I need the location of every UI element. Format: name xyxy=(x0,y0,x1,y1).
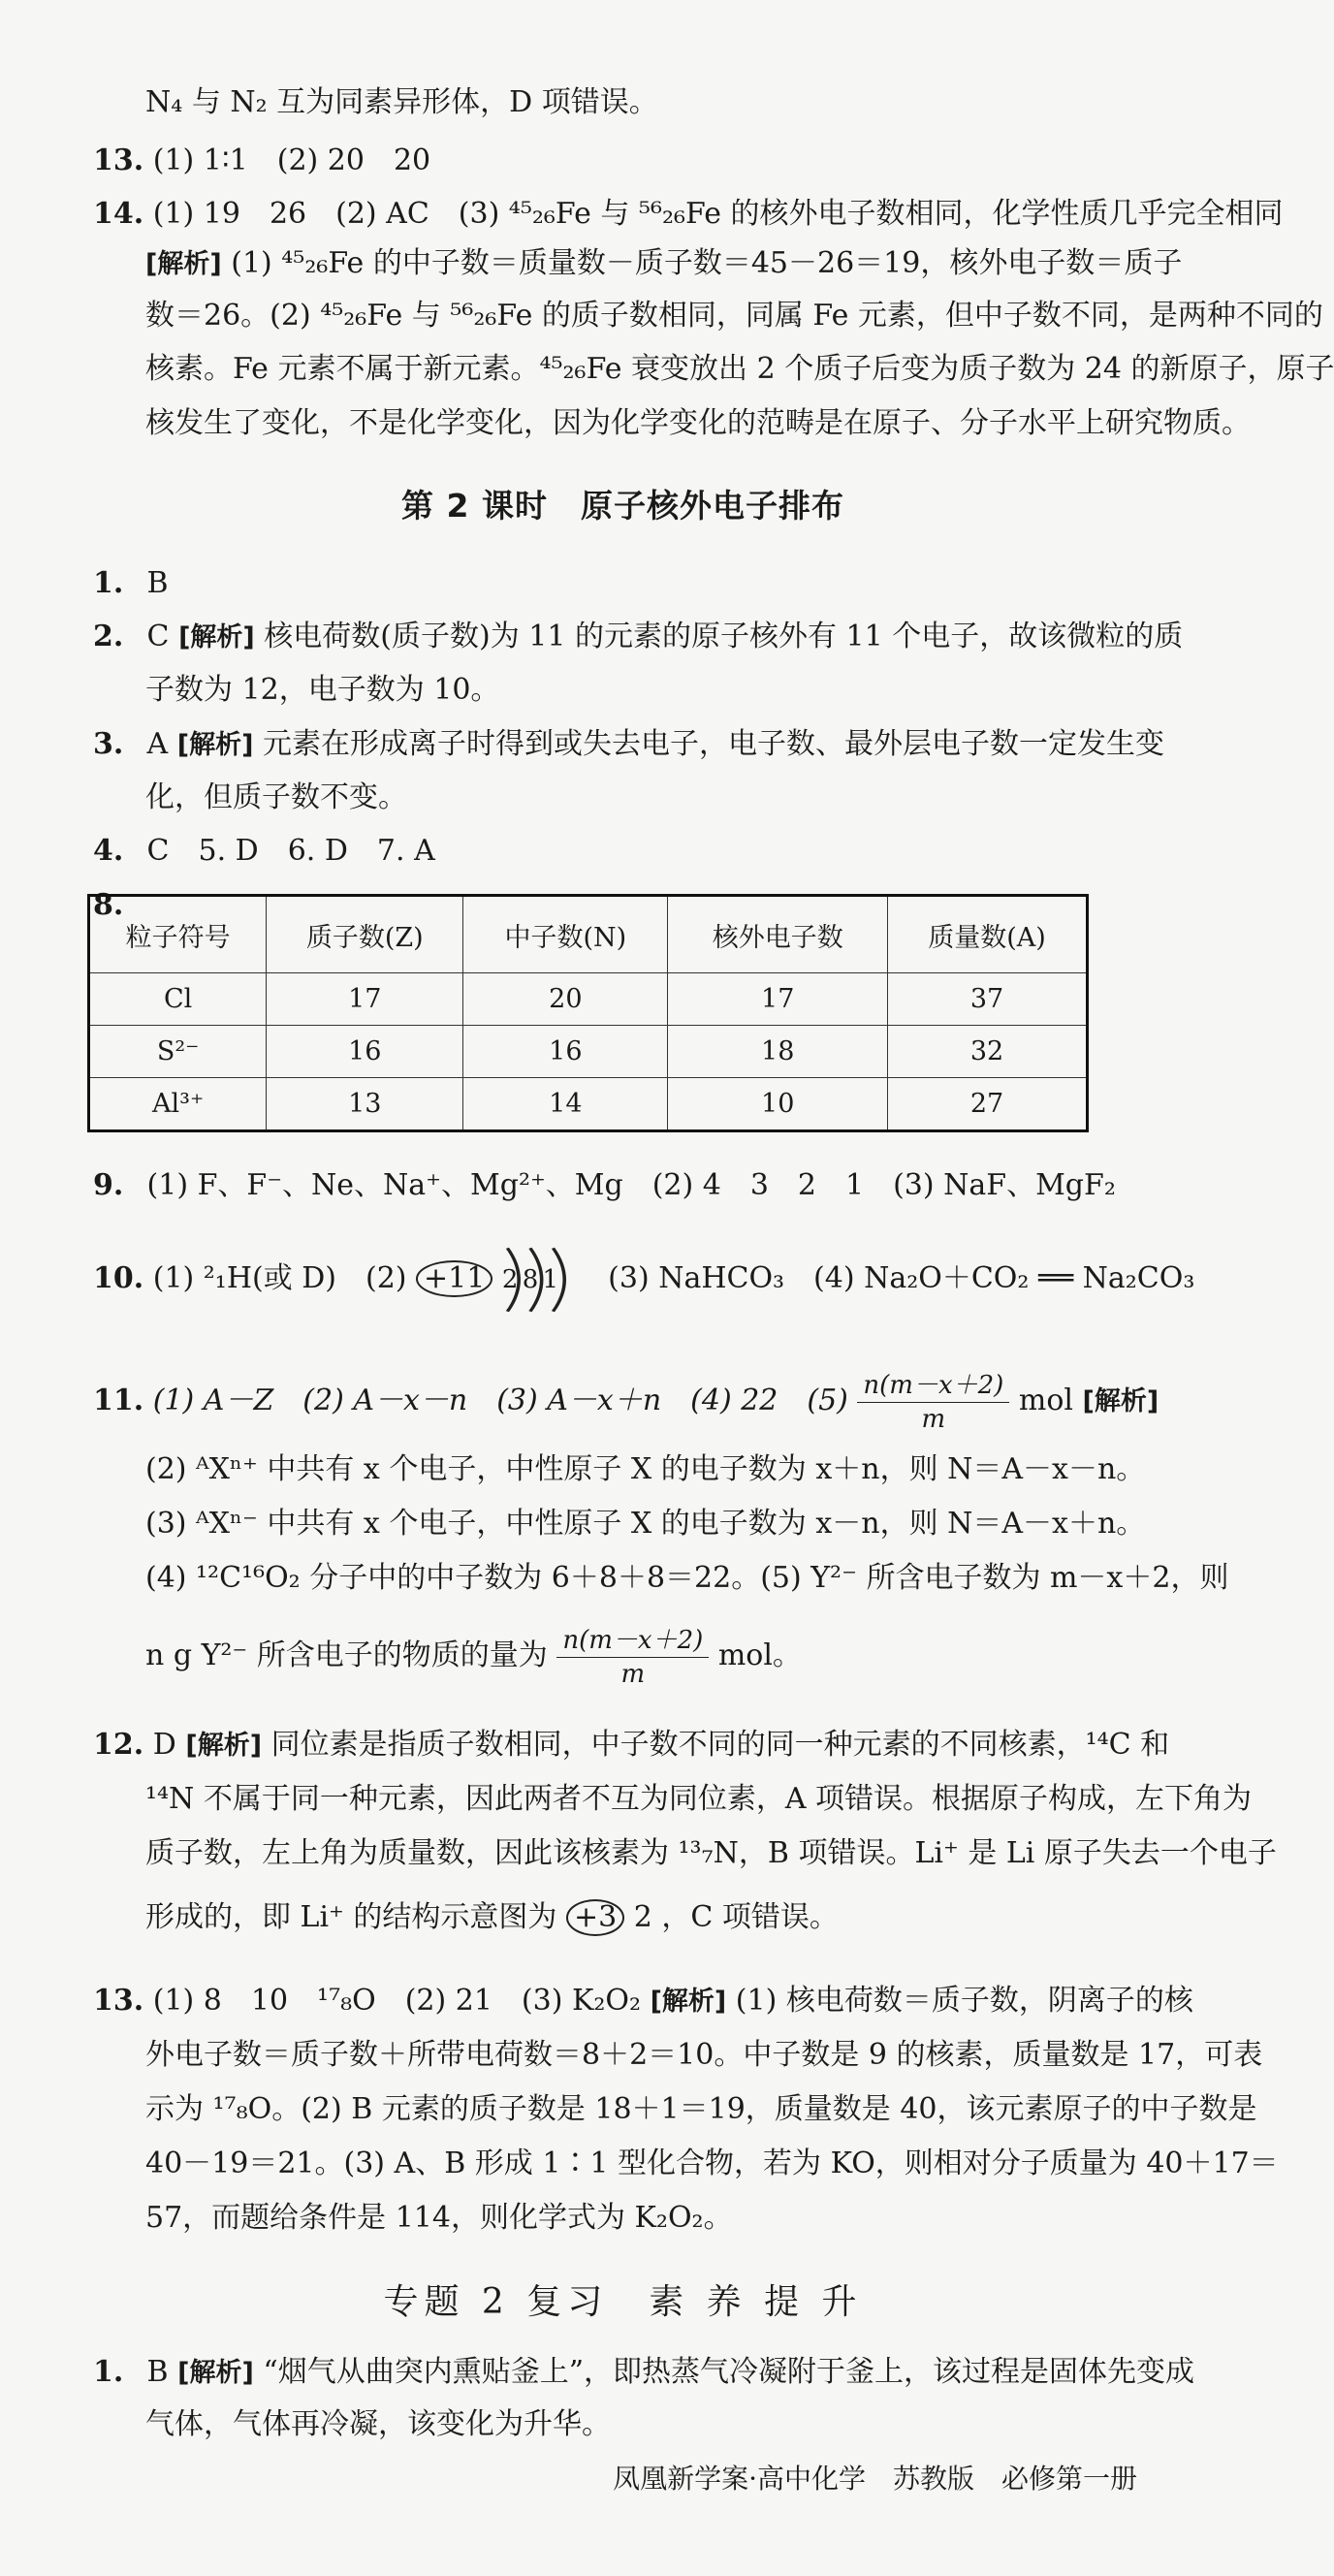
analysis-text: (1) ⁴⁵₂₆Fe 的中子数＝质量数－质子数＝45－26＝19，核外电子数＝质子 xyxy=(231,246,1183,280)
table-cell: 10 xyxy=(668,1078,888,1131)
answer-13 xyxy=(93,1982,1193,2021)
answer-text: (1) 8 10 ¹⁷₈O (2) 21 (3) K₂O₂ xyxy=(152,1984,642,2018)
question-number: 12. xyxy=(93,1728,144,1762)
answer-text: A xyxy=(146,727,169,761)
text-line xyxy=(145,1621,1140,1691)
table-cell: 20 xyxy=(463,973,668,1026)
question-number: 1. xyxy=(93,566,124,600)
question-number: 9. xyxy=(93,1168,124,1202)
answer-text: (3) NaHCO₃ (4) Na₂O＋CO₂ ══ Na₂CO₃ xyxy=(608,1261,1195,1295)
answer-11 xyxy=(93,1367,1159,1435)
answer-text: (1) ²₁H(或 D) (2) xyxy=(152,1261,407,1295)
table-header: 核外电子数 xyxy=(668,896,888,973)
analysis-tag: [解析] xyxy=(177,2358,254,2388)
text-line: 核发生了变化，不是化学变化，因为化学变化的范畴是在原子、分子水平上研究物质。 xyxy=(145,406,1251,440)
analysis-text: 形成的，即 Li⁺ 的结构示意图为 xyxy=(145,1900,557,1934)
atom-nucleus-icon: +11 xyxy=(416,1260,492,1297)
answer-text: (1) F、F⁻、Ne、Na⁺、Mg²⁺、Mg (2) 4 3 2 1 (3) NaF、MgF₂ xyxy=(146,1168,1116,1202)
text-line: 气体，气体再冷凝，该变化为升华。 xyxy=(145,2407,611,2441)
table-cell: Al³⁺ xyxy=(89,1078,267,1131)
question-number: 13. xyxy=(93,1984,144,2018)
fraction-denominator: m xyxy=(921,1404,946,1434)
table-row xyxy=(89,1026,1088,1078)
answer-4-7 xyxy=(93,832,1140,871)
text-line: ¹⁴N 不属于同一种元素，因此两者不互为同位素，A 项错误。根据原子构成，左下角为 xyxy=(145,1782,1253,1816)
table-cell: 17 xyxy=(267,973,463,1026)
fraction xyxy=(857,1369,1009,1436)
table-cell: 16 xyxy=(463,1026,668,1078)
question-number: 11. xyxy=(93,1383,144,1417)
analysis-text: n g Y²⁻ 所含电子的物质的量为 xyxy=(145,1638,548,1672)
text-line: 核素。Fe 元素不属于新元素。⁴⁵₂₆Fe 衰变放出 2 个质子后变为质子数为 24 的新原子，原子 xyxy=(145,352,1334,386)
page-footer: 凤凰新学案·高中化学 苏教版 必修第一册 xyxy=(613,2463,1137,2495)
answer-text: (1) A－Z (2) A－x－n (3) A－x＋n (4) 22 (5) xyxy=(152,1383,848,1417)
answer-text: C 5. D 6. D 7. A xyxy=(146,834,435,868)
question-number: 2. xyxy=(93,620,124,653)
table-header: 粒子符号 xyxy=(89,896,267,973)
answer-9 xyxy=(93,1166,1140,1205)
answer-text: (1) 1∶1 (2) 20 20 xyxy=(152,143,431,177)
text-line: 数＝26。(2) ⁴⁵₂₆Fe 与 ⁵⁶₂₆Fe 的质子数相同，同属 Fe 元素，但中子数不同，是两种不同的 xyxy=(145,299,1323,333)
answer-text: D xyxy=(152,1728,176,1762)
analysis-text: 同位素是指质子数相同，中子数不同的同一种元素的不同核素，¹⁴C 和 xyxy=(270,1728,1170,1762)
text-line: 子数为 12，电子数为 10。 xyxy=(145,673,500,707)
analysis-text: “烟气从曲突内熏贴釜上”，即热蒸气冷凝附于釜上，该过程是固体先变成 xyxy=(263,2355,1195,2389)
table-header: 质子数(Z) xyxy=(267,896,463,973)
analysis-text: (1) 核电荷数＝质子数，阴离子的核 xyxy=(735,1984,1193,2018)
analysis-tag: [解析] xyxy=(178,622,255,652)
unit: mol。 xyxy=(717,1638,802,1672)
analysis-tag: [解析] xyxy=(1082,1386,1159,1416)
atom-nucleus-icon: +3 xyxy=(566,1899,624,1936)
table-cell: 13 xyxy=(267,1078,463,1131)
answer-1 xyxy=(93,2353,1195,2393)
table-header: 质量数(A) xyxy=(888,896,1088,973)
question-number: 3. xyxy=(93,727,124,761)
answer-2 xyxy=(93,618,1184,657)
answer-12 xyxy=(93,1726,1170,1765)
fraction xyxy=(556,1624,709,1691)
analysis-tag: [解析] xyxy=(185,1731,263,1761)
electron-shells: 2 xyxy=(633,1900,652,1934)
table-cell: 14 xyxy=(463,1078,668,1131)
text-line: (3) ᴬXⁿ⁻ 中共有 x 个电子，中性原子 X 的电子数为 x－n，则 N＝A－x＋n。 xyxy=(145,1507,1146,1541)
table-row xyxy=(89,973,1088,1026)
unit: mol xyxy=(1018,1383,1073,1417)
analysis-text: 元素在形成离子时得到或失去电子，电子数、最外层电子数一定发生变 xyxy=(263,727,1164,761)
analysis-tag: [解析] xyxy=(650,1987,727,2017)
answer-text: B xyxy=(146,2355,169,2389)
table-cell: 32 xyxy=(888,1026,1088,1078)
text-line: N₄ 与 N₂ 互为同素异形体，D 项错误。 xyxy=(145,85,658,119)
question-number: 14. xyxy=(93,197,144,231)
table-cell: 37 xyxy=(888,973,1088,1026)
analysis-tag: [解析] xyxy=(145,249,222,279)
table-cell: 18 xyxy=(668,1026,888,1078)
analysis-tag: [解析] xyxy=(176,730,254,760)
text-line: 40－19＝21。(3) A、B 形成 1∶1 型化合物，若为 KO，则相对分子质量为 40＋17＝ xyxy=(145,2147,1279,2180)
question-number: 4. xyxy=(93,834,124,868)
text-line: 57，而题给条件是 114，则化学式为 K₂O₂。 xyxy=(145,2201,733,2235)
answer-text: (1) 19 26 (2) AC (3) ⁴⁵₂₆Fe 与 ⁵⁶₂₆Fe 的核外电子数相同，化学性质几乎完全相同 xyxy=(152,197,1284,231)
section-heading: 专题 2 复习 素 养 提 升 xyxy=(383,2282,863,2322)
question-number: 13. xyxy=(93,143,144,177)
text-line: 质子数，左上角为质量数，因此该核素为 ¹³₇N，B 项错误。Li⁺ 是 Li 原子失去一个电子 xyxy=(145,1836,1277,1870)
electron-shells: 2 8 1 xyxy=(501,1265,557,1294)
answer-3 xyxy=(93,725,1164,765)
answer-1 xyxy=(93,564,1140,603)
table-cell: 27 xyxy=(888,1078,1088,1131)
text-line: 示为 ¹⁷₈O。(2) B 元素的质子数是 18＋1＝19，质量数是 40，该元素原子的中子数是 xyxy=(145,2092,1257,2126)
answer-14 xyxy=(93,195,1284,234)
question-number: 8. xyxy=(93,888,124,922)
answer-text: B xyxy=(146,566,169,600)
text-line: (2) ᴬXⁿ⁺ 中共有 x 个电子，中性原子 X 的电子数为 x＋n，则 N＝A－x－n。 xyxy=(145,1452,1146,1486)
table-header-row xyxy=(89,896,1088,973)
particle-table xyxy=(87,894,1089,1132)
text-line: 外电子数＝质子数＋所带电荷数＝8＋2＝10。中子数是 9 的核素，质量数是 17，可表 xyxy=(145,2038,1263,2072)
fraction-numerator: n(m－x＋2) xyxy=(857,1369,1009,1403)
table-cell: 17 xyxy=(668,973,888,1026)
fraction-numerator: n(m－x＋2) xyxy=(556,1624,709,1658)
question-number: 1. xyxy=(93,2355,124,2389)
analysis-text: 核电荷数(质子数)为 11 的元素的原子核外有 11 个电子，故该微粒的质 xyxy=(264,620,1184,653)
table-cell: 16 xyxy=(267,1026,463,1078)
answer-13 xyxy=(93,142,1140,180)
table-cell: Cl xyxy=(89,973,267,1026)
question-number: 10. xyxy=(93,1261,144,1295)
table-row xyxy=(89,1078,1088,1131)
fraction-denominator: m xyxy=(620,1659,646,1689)
analysis-text: ，C 项错误。 xyxy=(661,1900,839,1934)
answer-10 xyxy=(93,1256,1195,1305)
section-heading: 第 2 课时 原子核外电子排布 xyxy=(401,487,844,525)
table-header: 中子数(N) xyxy=(463,896,668,973)
shell-arcs-icon xyxy=(566,1258,599,1301)
analysis-line xyxy=(145,244,1183,284)
table-cell: S²⁻ xyxy=(89,1026,267,1078)
text-line: (4) ¹²C¹⁶O₂ 分子中的中子数为 6＋8＋8＝22。(5) Y²⁻ 所含电子数为 m－x＋2，则 xyxy=(145,1561,1229,1595)
answer-text: C xyxy=(146,620,170,653)
text-line: 化，但质子数不变。 xyxy=(145,780,407,814)
text-line xyxy=(145,1892,1140,1943)
